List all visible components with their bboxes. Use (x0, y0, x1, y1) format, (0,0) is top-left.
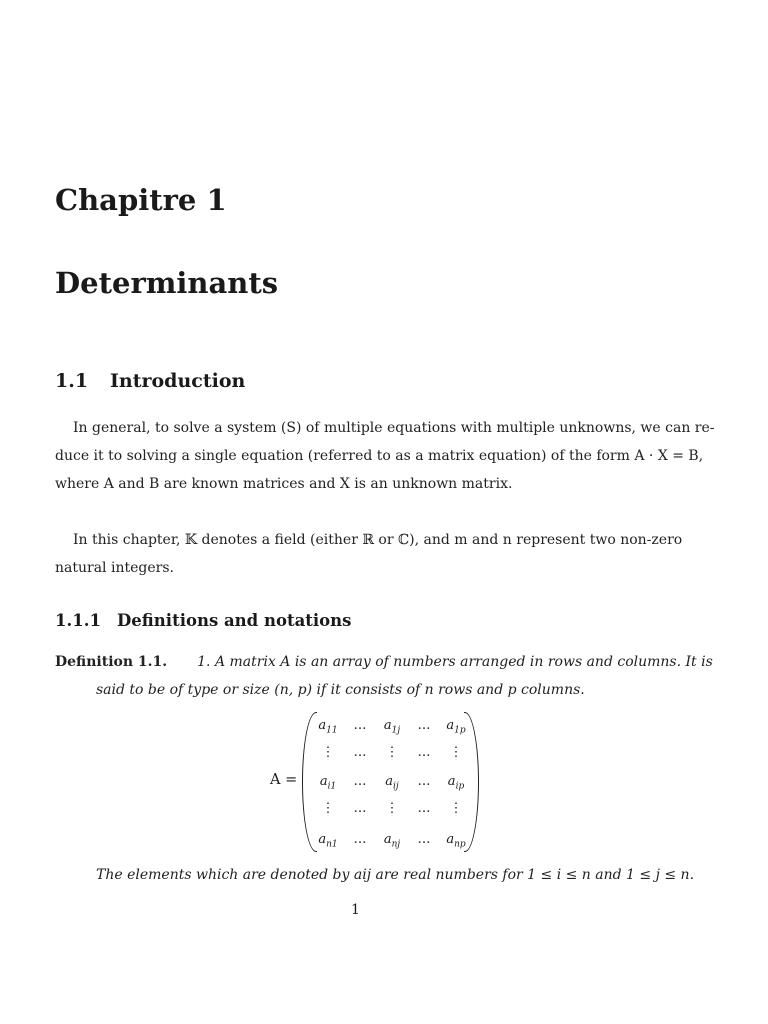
matrix-entry: $a_{1p}$ (446, 718, 466, 736)
matrix-entry: ⋮ (321, 801, 335, 816)
matrix-entry: … (353, 832, 367, 847)
chapter-label: Chapitre 1 (55, 183, 227, 217)
matrix-entry: … (417, 801, 431, 816)
chapter-title: Determinants (55, 266, 279, 300)
paragraph-line: In general, to solve a system (S) of multiple equations with multiple unknowns, we can re- (73, 420, 715, 436)
page-number: 1 (351, 902, 360, 918)
matrix-entry: ⋮ (385, 801, 399, 816)
matrix-A (270, 710, 485, 854)
definition-text: 1. A matrix A is an array of numbers arranged in rows and columns. It is (197, 654, 713, 670)
matrix-entry: $a_{1j}$ (383, 718, 401, 736)
paragraph-line: natural integers. (55, 560, 174, 576)
matrix-entry: $a_{ij}$ (385, 774, 399, 792)
definition-line (55, 648, 713, 676)
definition-head: Definition 1.1. (55, 654, 168, 670)
subsection-title: Definitions and notations (117, 611, 352, 630)
matrix-entry: … (353, 718, 367, 733)
definition-line: said to be of type or size (n, p) if it consists of n rows and p columns. (96, 682, 585, 698)
paragraph-line: In this chapter, 𝕂 denotes a field (either ℝ or ℂ), and m and n represent two non-zero (73, 532, 683, 548)
matrix-entry: … (417, 774, 431, 789)
paragraph-line: duce it to solving a single equation (referred to as a matrix equation) of the form A · X = B, (55, 448, 704, 464)
matrix-entry: $a_{11}$ (318, 718, 338, 736)
matrix-entry: $a_{i1}$ (319, 774, 337, 792)
matrix-entry: … (353, 745, 367, 760)
matrix-entry: $a_{ip}$ (447, 774, 465, 792)
matrix-label: A = (270, 772, 298, 788)
section-title: Introduction (110, 370, 246, 392)
section-heading (55, 372, 245, 391)
matrix-entry: $a_{np}$ (446, 832, 466, 850)
subsection-heading (55, 613, 351, 630)
subsection-number: 1.1.1 (55, 611, 101, 630)
matrix-entry: ⋮ (385, 745, 399, 760)
paragraph-line: where A and B are known matrices and X is an unknown matrix. (55, 476, 513, 492)
matrix-entry: ⋮ (449, 745, 463, 760)
definition-after-line: The elements which are denoted by aij are real numbers for 1 ≤ i ≤ n and 1 ≤ j ≤ n. (96, 867, 695, 883)
matrix-entry: $a_{n1}$ (318, 832, 338, 850)
matrix-entry: … (417, 718, 431, 733)
matrix-entry: … (417, 832, 431, 847)
matrix-entry: … (353, 801, 367, 816)
matrix-entry: $a_{nj}$ (383, 832, 401, 850)
matrix-entry: … (417, 745, 431, 760)
section-number: 1.1 (55, 370, 89, 392)
matrix-entry: … (353, 774, 367, 789)
matrix-entry: ⋮ (449, 801, 463, 816)
matrix-entry: ⋮ (321, 745, 335, 760)
